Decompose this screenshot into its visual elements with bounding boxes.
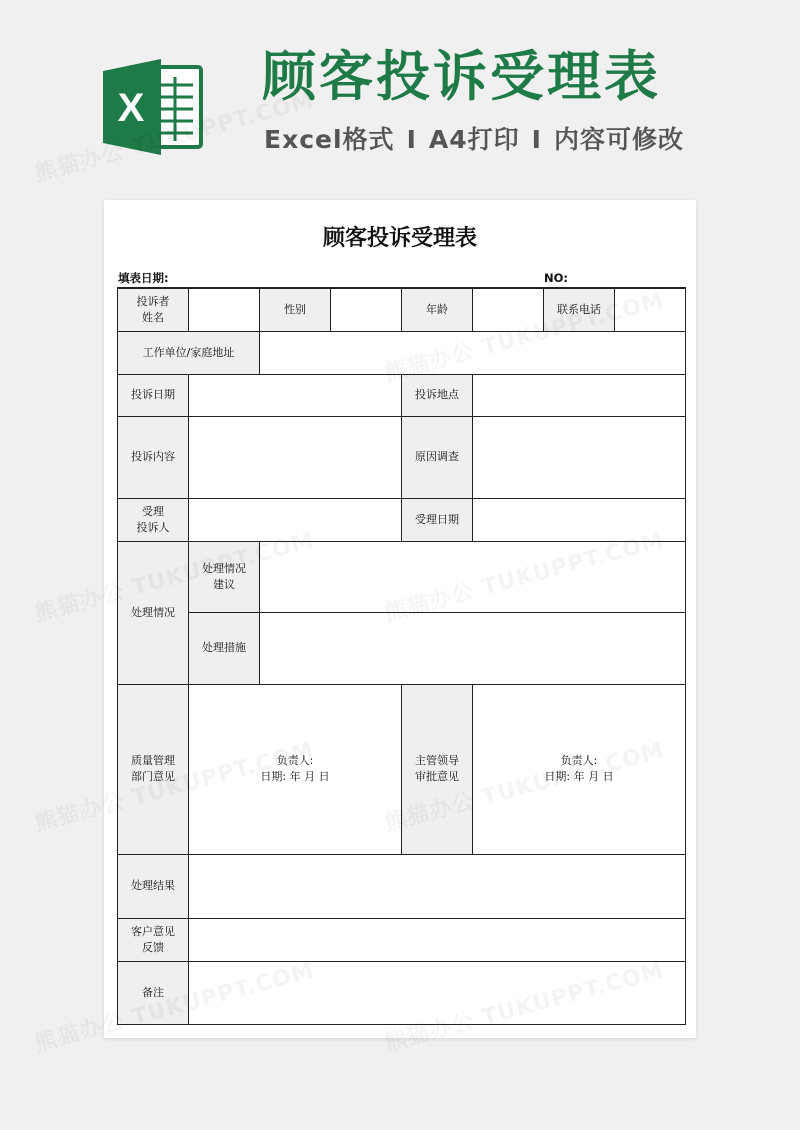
remark-label: 备注 (118, 961, 189, 1024)
complaint-form-table (117, 287, 686, 1025)
cause-field[interactable] (473, 416, 686, 498)
page-title: 顾客投诉受理表 (262, 45, 661, 108)
complaint-place-field[interactable] (473, 374, 686, 416)
table-row (118, 288, 686, 331)
phone-label: 联系电话 (544, 288, 615, 331)
receiver-field[interactable] (189, 498, 402, 541)
feedback-label: 客户意见 反馈 (118, 918, 189, 961)
measures-field[interactable] (260, 612, 686, 684)
table-row (118, 374, 686, 416)
logo-letter: X (117, 86, 145, 130)
table-row (118, 961, 686, 1024)
complaint-date-field[interactable] (189, 374, 402, 416)
sheet-title: 顾客投诉受理表 (322, 226, 477, 251)
date-line: 日期: 年 月 日 (260, 770, 330, 783)
gender-field[interactable] (331, 288, 402, 331)
excel-logo-icon (103, 57, 205, 157)
result-label: 处理结果 (118, 854, 189, 918)
handling-label: 处理情况 (118, 541, 189, 684)
complaint-content-label: 投诉内容 (118, 416, 189, 498)
quality-dept-field[interactable] (189, 684, 402, 854)
address-label: 工作单位/家庭地址 (118, 331, 260, 374)
table-row (118, 854, 686, 918)
address-field[interactable] (260, 331, 686, 374)
feedback-field[interactable] (189, 918, 686, 961)
complainant-name-field[interactable] (189, 288, 260, 331)
complaint-content-field[interactable] (189, 416, 402, 498)
supervisor-field[interactable] (473, 684, 686, 854)
gender-label: 性别 (260, 288, 331, 331)
table-row (118, 684, 686, 854)
accept-date-label: 受理日期 (402, 498, 473, 541)
complainant-name-label: 投诉者 姓名 (118, 288, 189, 331)
subtitle-editable: 内容可修改 (553, 125, 684, 154)
table-row (118, 541, 686, 612)
responsible-label: 负责人: (276, 754, 314, 767)
subtitle-separator: I (406, 125, 417, 154)
table-row (118, 498, 686, 541)
quality-dept-label: 质量管理 部门意见 (118, 684, 189, 854)
fill-date-label: 填表日期: (118, 271, 169, 285)
result-field[interactable] (189, 854, 686, 918)
supervisor-label: 主管领导 审批意见 (402, 684, 473, 854)
accept-date-field[interactable] (473, 498, 686, 541)
phone-field[interactable] (615, 288, 686, 331)
complaint-date-label: 投诉日期 (118, 374, 189, 416)
table-row (118, 331, 686, 374)
table-row (118, 612, 686, 684)
age-label: 年龄 (402, 288, 473, 331)
responsible-label: 负责人: (560, 754, 598, 767)
suggestion-label: 处理情况 建议 (189, 541, 260, 612)
form-sheet (104, 200, 696, 1038)
cause-label: 原因调查 (402, 416, 473, 498)
table-row (118, 416, 686, 498)
suggestion-field[interactable] (260, 541, 686, 612)
subtitle (264, 127, 684, 152)
subtitle-separator: I (531, 125, 542, 154)
complaint-place-label: 投诉地点 (402, 374, 473, 416)
measures-label: 处理措施 (189, 612, 260, 684)
age-field[interactable] (473, 288, 544, 331)
remark-field[interactable] (189, 961, 686, 1024)
subtitle-format: Excel格式 (264, 125, 395, 154)
table-row (118, 918, 686, 961)
receiver-label: 受理 投诉人 (118, 498, 189, 541)
subtitle-print: A4打印 (428, 125, 520, 154)
date-line: 日期: 年 月 日 (544, 770, 614, 783)
number-label: NO: (544, 271, 568, 285)
